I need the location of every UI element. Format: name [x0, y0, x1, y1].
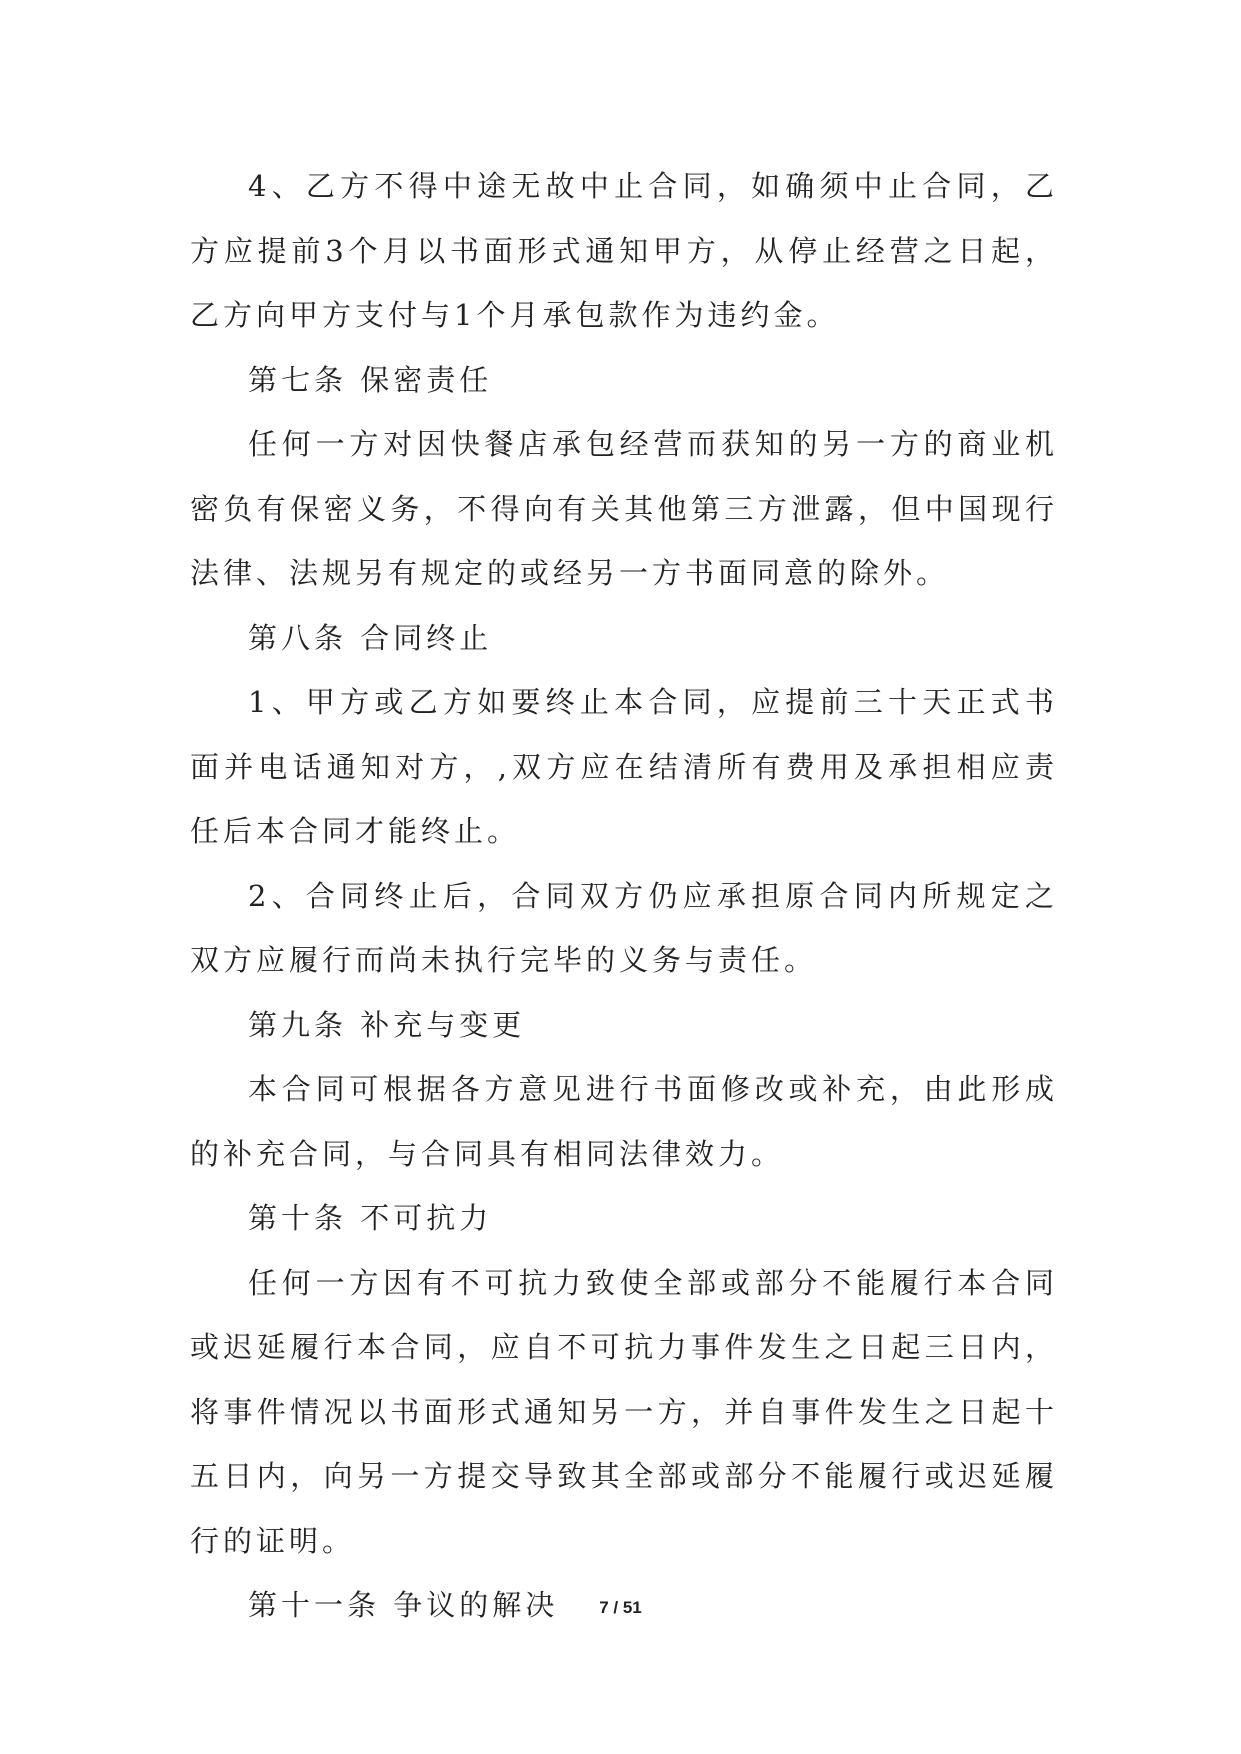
- paragraph-termination-1: 1、甲方或乙方如要终止本合同，应提前三十天正式书面并电话通知对方，,双方应在结清所有费用及承担相应责任后本合同才能终止。: [190, 685, 1058, 848]
- paragraph-confidentiality: 任何一方对因快餐店承包经营而获知的另一方的商业机密负有保密义务，不得向有关其他第三方泄露，但中国现行法律、法规另有规定的或经另一方书面同意的除外。: [190, 427, 1058, 590]
- section-heading-article-8: 第八条 合同终止: [248, 620, 493, 655]
- section-heading-article-11: 第十一条 争议的解决: [248, 1588, 559, 1622]
- section-heading-article-10: 第十条 不可抗力: [248, 1201, 493, 1235]
- paragraph-termination-2: 2、合同终止后，合同双方仍应承担原合同内所规定之双方应履行而尚未执行完毕的义务与责任。: [190, 878, 1058, 977]
- page-number: 7 / 51: [599, 1598, 642, 1617]
- paragraph-clause-4: 4、乙方不得中途无故中止合同，如确须中止合同，乙方应提前3个月以书面形式通知甲方，从停止经营之日起，乙方向甲方支付与1个月承包款作为违约金。: [190, 169, 1058, 332]
- section-heading-article-7: 第七条 保密责任: [248, 362, 493, 397]
- paragraph-amendment: 本合同可根据各方意见进行书面修改或补充，由此形成的补充合同，与合同具有相同法律效力。: [190, 1072, 1058, 1171]
- document-body: [190, 154, 1058, 1638]
- paragraph-force-majeure: 任何一方因有不可抗力致使全部或部分不能履行本合同或迟延履行本合同，应自不可抗力事件发生之日起三日内，将事件情况以书面形式通知另一方，并自事件发生之日起十五日内，向另一方提交导致其全部或部分不能履行或迟延履行的证明。: [190, 1265, 1058, 1558]
- section-heading-article-9: 第九条 补充与变更: [248, 1007, 526, 1042]
